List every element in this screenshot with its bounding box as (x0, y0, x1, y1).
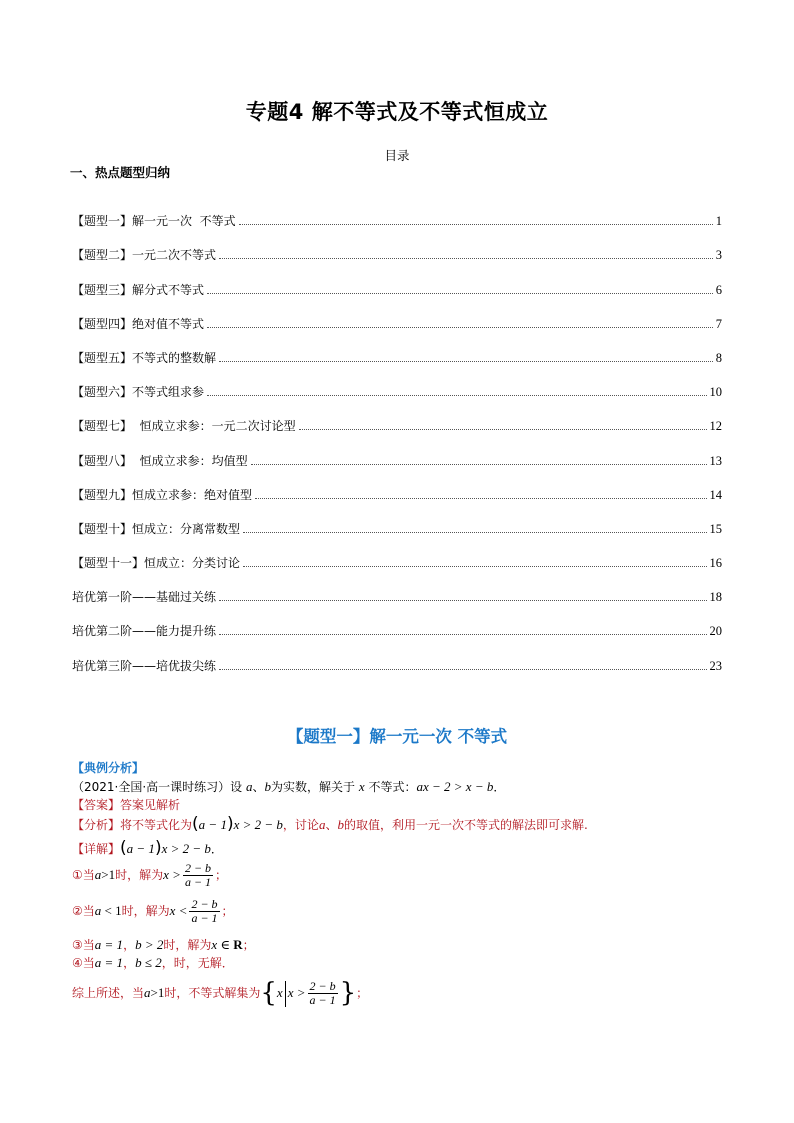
toc-item[interactable]: 【题型二】一元二次不等式 3 (72, 248, 722, 263)
toc-item[interactable]: 培优第三阶——培优拔尖练 23 (72, 658, 722, 673)
toc-leader (299, 429, 707, 430)
analysis-tag: 【分析】 (72, 818, 121, 832)
summary-line: 综上所述，当a>1时，不等式解集为{x x > $\frac{2 - b}{a - 1}$ }； (72, 978, 369, 1008)
fraction: $\frac{2 - b}{a - 1}$ (309, 979, 336, 1007)
toc-item[interactable]: 【题型九】恒成立求参：绝对值型 14 (72, 487, 722, 502)
toc-leader (219, 361, 713, 362)
toc-leader (243, 532, 706, 533)
toc-item[interactable]: 【题型四】绝对值不等式 7 (72, 316, 722, 331)
toc-leader (251, 464, 707, 465)
toc-leader (219, 669, 706, 670)
solution-set: {x x > $\frac{2 - b}{a - 1}$ } (260, 978, 357, 1008)
toc-item[interactable]: 【题型五】不等式的整数解 8 (72, 350, 722, 365)
detail-tag: 【详解】 (72, 842, 121, 856)
problem-line: （2021·全国·高一课时练习）设 a、b为实数，解关于 x 不等式：ax − 2 > x − b． (72, 779, 506, 794)
example-tag: 【典例分析】 (72, 761, 145, 775)
toc-leader (219, 600, 706, 601)
toc-leader (219, 634, 706, 635)
toc-item[interactable]: 【题型三】解分式不等式 6 (72, 282, 722, 297)
toc-item[interactable]: 【题型一】解一元一次 不等式 1 (72, 214, 722, 229)
case-4-line: ④当a = 1，b ≤ 2，时，无解． (72, 955, 234, 970)
toc-leader (207, 293, 713, 294)
toc-item[interactable]: 培优第一阶——基础过关练 18 (72, 590, 722, 605)
case-3-line: ③当a = 1，b > 2时，解为x ∈ R； (72, 937, 255, 952)
toc-leader (207, 327, 713, 328)
answer-line: 【答案】答案见解析 (72, 798, 181, 812)
toc-leader (239, 224, 713, 225)
toc-item[interactable]: 【题型七】 恒成立求参：一元二次讨论型 12 (72, 419, 722, 434)
table-of-contents (72, 195, 722, 674)
toc-title: 目录 (384, 148, 410, 163)
toc-leader (243, 566, 706, 567)
example-tag-line (72, 760, 144, 777)
toc-item[interactable]: 【题型十】恒成立：分离常数型 15 (72, 521, 722, 536)
toc-item[interactable]: 培优第二阶——能力提升练 20 (72, 624, 722, 639)
toc-leader (255, 498, 706, 499)
fraction: $\frac{2 - b}{a - 1}$ (184, 861, 212, 889)
analysis-line: 【分析】将不等式化为(a − 1)x > 2 − b，讨论a、b的取值，利用一元一次不等式的解法即可求解. (72, 814, 588, 834)
section-title: 【题型一】解一元一次 不等式 (286, 727, 508, 746)
answer-tag: 【答案】 (72, 798, 121, 812)
toc-item[interactable]: 【题型八】 恒成立求参：均值型 13 (72, 453, 722, 468)
detail-line: 【详解】(a − 1)x > 2 − b． (72, 838, 223, 858)
case-1-line: ①当a>1时，解为x > $\frac{2 - b}{a - 1}$ ； (72, 861, 228, 889)
toc-leader (207, 395, 706, 396)
toc-item[interactable]: 【题型六】不等式组求参 10 (72, 385, 722, 400)
fraction: $\frac{2 - b}{a - 1}$ (191, 897, 218, 925)
toc-leader (219, 258, 713, 259)
toc-item[interactable]: 【题型十一】恒成立：分类讨论 16 (72, 556, 722, 571)
document-title: 专题4 解不等式及不等式恒成立 (245, 100, 549, 124)
case-2-line: ②当a < 1时，解为x < $\frac{2 - b}{a - 1}$ ； (72, 897, 234, 925)
section-heading: 一、热点题型归纳 (70, 165, 171, 180)
